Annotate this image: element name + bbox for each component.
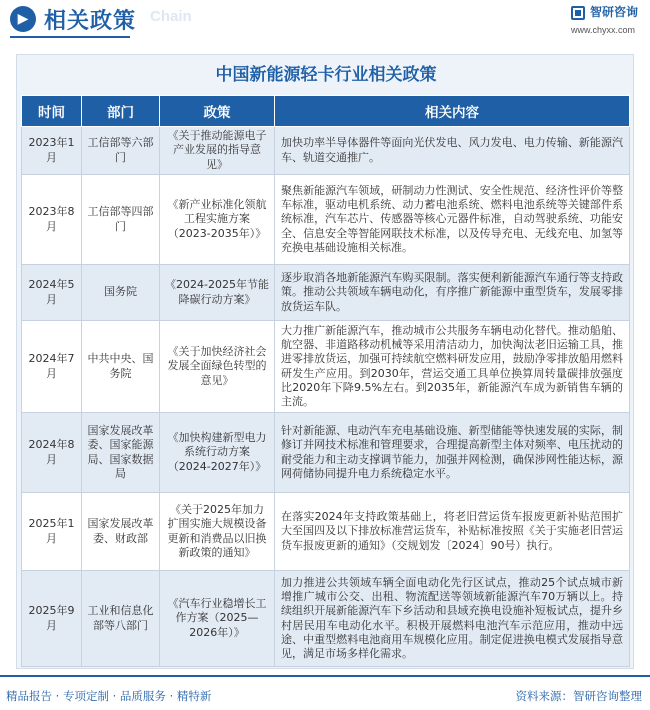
- table-row: [22, 321, 630, 413]
- cell-department: 中共中央、国务院: [82, 321, 160, 413]
- cell-policy: 《关于推动能源电子产业发展的指导意见》: [160, 127, 275, 175]
- policy-panel: [16, 54, 634, 669]
- column-header-department: 部门: [82, 96, 160, 127]
- cell-content: 大力推广新能源汽车，推动城市公共服务车辆电动化替代。推动船舶、航空器、非道路移动机械等采用清洁动力，加快淘汰老旧运输工具，推进零排放货运，加强可持续航空燃料研发应用，鼓励净零排放船用燃料研发生产应用。到2030年，营运交通工具单位换算周转量碳排放强度比2020年下降9.5%左右。到2035年，新能源汽车成为新销售车辆的主流。: [275, 321, 630, 413]
- brand-url: www.chyxx.com: [571, 25, 636, 35]
- cell-time: 2024年5月: [22, 265, 82, 321]
- table-row: [22, 413, 630, 493]
- footer-slogan: 精品报告 · 专项定制 · 品质服务 · 精特新: [6, 689, 212, 703]
- cell-department: 工信部等四部门: [82, 175, 160, 265]
- cell-content: 在落实2024年支持政策基础上，将老旧营运货车报废更新补贴范围扩大至国四及以下排放标准营运货车，补贴标准按照《关于实施老旧营运货车报废更新的通知》（交规划发〔2024〕90号）执行。: [275, 493, 630, 571]
- cell-department: 国务院: [82, 265, 160, 321]
- cell-content: 逐步取消各地新能源汽车购买限制。落实便利新能源汽车通行等支持政策。推动公共领域车辆电动化，有序推广新能源中重型货车，发展零排放货运车队。: [275, 265, 630, 321]
- cell-department: 国家发展改革委、财政部: [82, 493, 160, 571]
- brand-name: 智研咨询: [590, 5, 639, 19]
- cell-department: 工业和信息化部等八部门: [82, 571, 160, 667]
- footer-divider: [0, 675, 650, 677]
- panel-title: 中国新能源轻卡行业相关政策: [215, 65, 437, 85]
- cell-time: 2023年1月: [22, 127, 82, 175]
- cell-department: 国家发展改革委、国家能源局、国家数据局: [82, 413, 160, 493]
- cell-department: 工信部等六部门: [82, 127, 160, 175]
- cell-time: 2023年8月: [22, 175, 82, 265]
- footer-source: 资料来源：智研咨询整理: [515, 689, 642, 703]
- page-title: 相关政策: [44, 9, 137, 34]
- cell-policy: 《加快构建新型电力系统行动方案（2024-2027年）》: [160, 413, 275, 493]
- table-header-row: [22, 96, 630, 127]
- page-header: [0, 0, 650, 46]
- cell-policy: 《新产业标准化领航工程实施方案（2023-2035年）》: [160, 175, 275, 265]
- cell-policy: 《2024-2025年节能降碳行动方案》: [160, 265, 275, 321]
- cell-time: 2024年8月: [22, 413, 82, 493]
- table-row: [22, 265, 630, 321]
- table-row: [22, 127, 630, 175]
- policy-icon: ▶: [10, 6, 36, 32]
- title-underline: [10, 36, 130, 38]
- cell-policy: 《关于2025年加力扩围实施大规模设备更新和消费品以旧换新政策的通知》: [160, 493, 275, 571]
- cell-content: 针对新能源、电动汽车充电基础设施、新型储能等快速发展的实际，制修订并网技术标准和管理要求，合理提高新型主体对频率、电压扰动的耐受能力和主动支撑调节能力，加强并网检测，确保涉网性能达标，源网荷储协同提升电力系统稳定水平。: [275, 413, 630, 493]
- cell-policy: 《汽车行业稳增长工作方案（2025—2026年）》: [160, 571, 275, 667]
- table-row: [22, 493, 630, 571]
- column-header-time: 时间: [22, 96, 82, 127]
- brand-logo-icon: [571, 6, 585, 20]
- cell-policy: 《关于加快经济社会发展全面绿色转型的意见》: [160, 321, 275, 413]
- column-header-content: 相关内容: [275, 96, 630, 127]
- policy-table: [21, 95, 630, 667]
- column-header-policy: 政策: [160, 96, 275, 127]
- table-row: [22, 175, 630, 265]
- cell-time: 2024年7月: [22, 321, 82, 413]
- cell-time: 2025年1月: [22, 493, 82, 571]
- cell-content: 加快功率半导体器件等面向光伏发电、风力发电、电力传输、新能源汽车、轨道交通推广。: [275, 127, 630, 175]
- table-row: [22, 571, 630, 667]
- cell-content: 聚焦新能源汽车领域，研制动力性测试、安全性规范、经济性评价等整车标准，驱动电机系统、动力蓄电池系统、燃料电池系统等关键部件系统标准，汽车芯片、传感器等核心元器件标准，自动驾驶系统、功能安全、信息安全等智能网联技术标准，以及传导充电、无线充电、加氢等充换电基础设施相关标准。: [275, 175, 630, 265]
- cell-content: 加力推进公共领域车辆全面电动化先行区试点，推动25个试点城市新增推广城市公交、出租、物流配送等领域新能源汽车70万辆以上。持续组织开展新能源汽车下乡活动和县域充换电设施补短板试点，提升乡村居民用车电动化水平。积极开展燃料电池汽车示范应用，推动中远途、中重型燃料电池商用车规模化应用。制定促进换电模式发展指导意见，满足市场多样化需求。: [275, 571, 630, 667]
- header-watermark: Chain: [150, 8, 192, 25]
- cell-time: 2025年9月: [22, 571, 82, 667]
